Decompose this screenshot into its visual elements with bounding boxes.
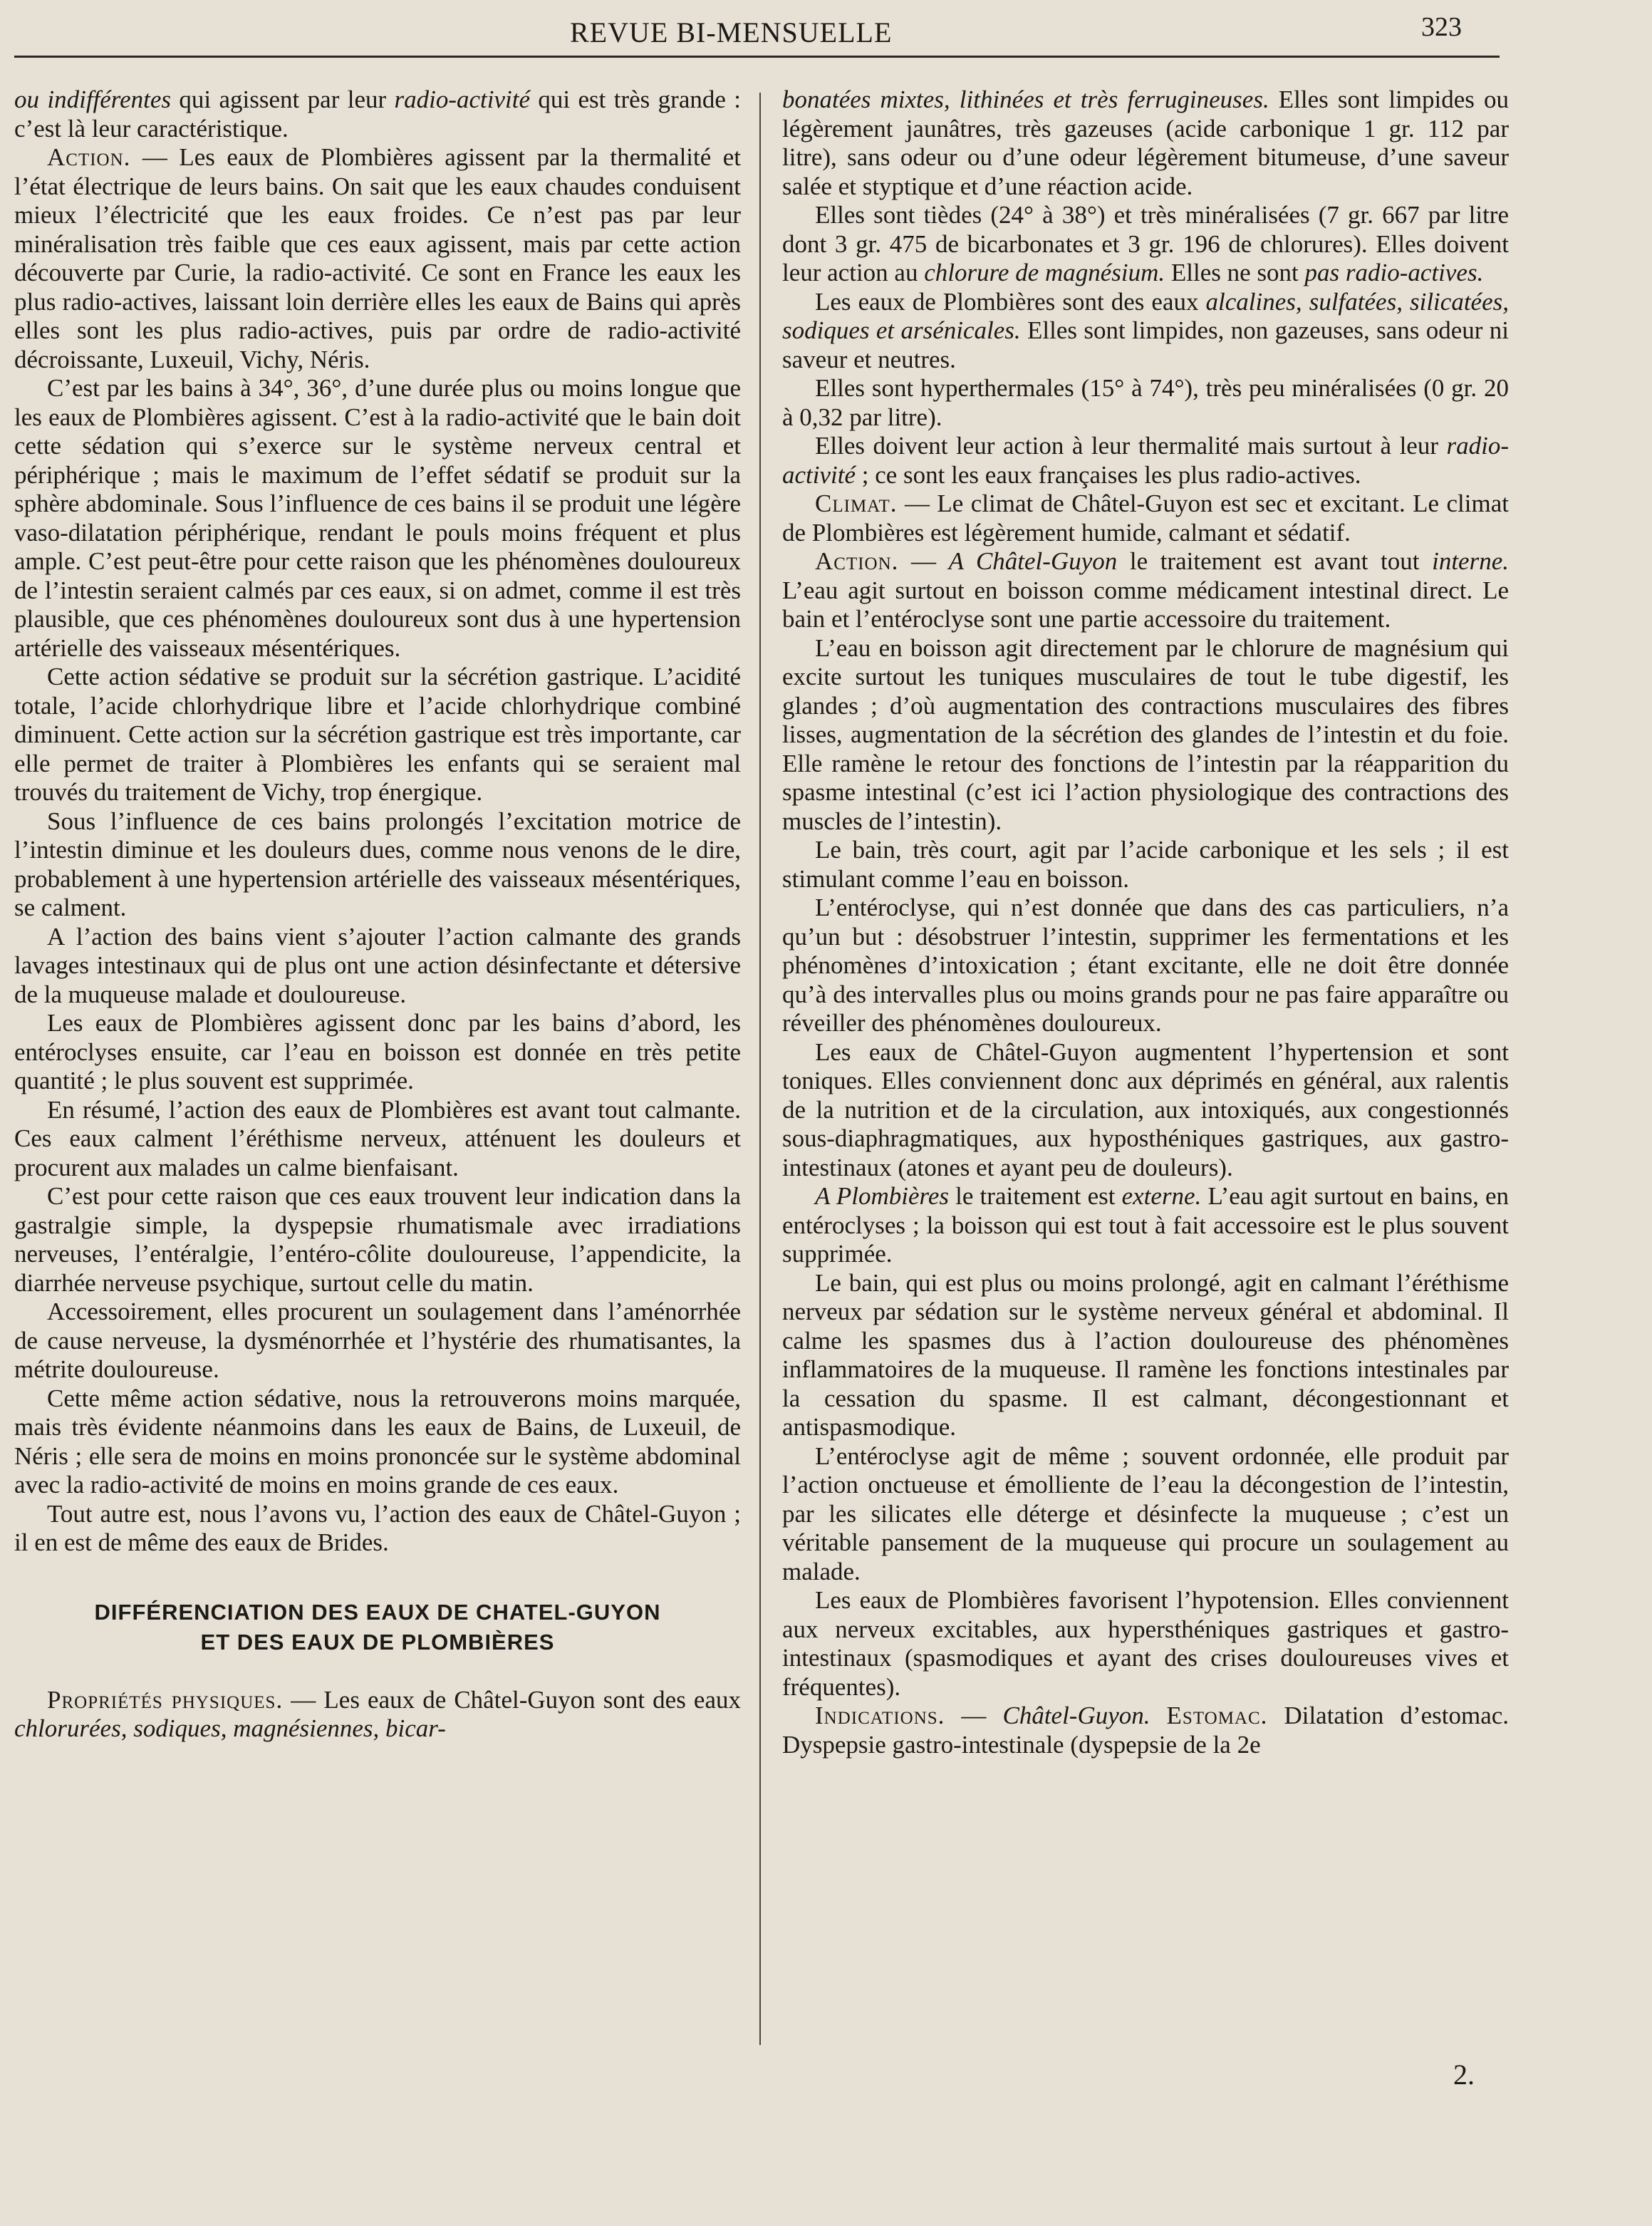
text-run: Elles doivent leur action à leur thermalité mais surtout à leur <box>815 432 1447 460</box>
paragraph: Les eaux de Châtel-Guyon augmentent l’hypertension et sont toniques. Elles conviennent donc aux déprimés en général, aux ralentis de la nutrition et de la circulation, aux intoxiqués, aux congestionnés sous-diaphragmatiques, aux hyposthéniques gastriques, aux gastro-intestinaux (atones et ayant peu de douleurs). <box>782 1037 1509 1181</box>
paragraph: Les eaux de Plombières favorisent l’hypotension. Elles conviennent aux nerveux excitables, aux hypersthéniques gastriques et gastro-intestinaux (spasmodiques et ayant des crises douloureuses vives et fréquentes). <box>782 1586 1509 1701</box>
run-in-heading: Action. <box>47 143 131 171</box>
paragraph <box>782 201 1509 288</box>
paragraph: En résumé, l’action des eaux de Plombières est avant tout calmante. Ces eaux calment l’éréthisme nerveux, atténuent les douleurs et procurent aux malades un calme bienfaisant. <box>14 1095 741 1181</box>
italic-term: alcalines, sulfatées, silicatées, sodiques et arsénicales. <box>782 287 1509 344</box>
italic-term: interne. <box>1432 547 1509 575</box>
text-run: — <box>898 547 949 575</box>
page-number: 323 <box>1421 12 1462 42</box>
text-run: ; ce sont les eaux françaises les plus radio-actives. <box>856 460 1361 489</box>
text-run: L’eau agit surtout en boisson comme médicament intestinal direct. Le bain et l’entéroclyse sont une partie accessoire du traitement. <box>782 576 1509 633</box>
running-title: REVUE BI-MENSUELLE <box>570 16 893 48</box>
section-heading-line: DIFFÉRENCIATION DES EAUX DE CHATEL-GUYON <box>94 1599 661 1625</box>
paragraph: Le bain, très court, agit par l’acide carbonique et les sels ; il est stimulant comme l’eau en boisson. <box>782 836 1509 893</box>
italic-term: radio-activité <box>782 432 1509 489</box>
paragraph-action <box>782 547 1509 634</box>
italic-term: A Châtel-Guyon <box>948 547 1118 575</box>
paragraph: L’entéroclyse agit de même ; souvent ordonnée, elle produit par l’action onctueuse et émolliente de l’eau la décongestion de l’intestin, par les silicates elle déterge et désinfecte la muqueuse ; c’est un véritable pansement de la muqueuse qui procure un soulagement au malade. <box>782 1441 1509 1585</box>
paragraph: Accessoirement, elles procurent un soulagement dans l’aménorrhée de cause nerveuse, la dysménorrhée et l’hystérie des rhumatisantes, la métrite douloureuse. <box>14 1298 741 1383</box>
paragraph: Sous l’influence de ces bains prolongés l’excitation motrice de l’intestin diminue et les douleurs dues, comme nous venons de le dire, probablement à une hypertension artérielle des vaisseaux mésentériques, se calment. <box>14 807 741 921</box>
paragraph: Le bain, qui est plus ou moins prolongé, agit en calmant l’éréthisme nerveux par sédation sur le système nerveux général et abdominal. Il calme les spasmes dus à l’action douloureuse des phénomènes inflammatoires de la muqueuse. Il ramène les fonctions intestinales par la cessation du spasme. Il est calmant, décongestionnant et antispasmodique. <box>782 1268 1509 1441</box>
paragraph <box>14 86 741 143</box>
italic-term: chlorurées, sodiques, magnésiennes, bicar- <box>14 1714 446 1742</box>
paragraph <box>782 432 1509 490</box>
section-heading-line: ET DES EAUX DE PLOMBIÈRES <box>200 1629 555 1655</box>
run-in-heading: Indications. <box>815 1702 945 1729</box>
right-column <box>782 86 1509 2109</box>
run-in-heading: Action. <box>815 547 899 575</box>
paragraph: L’eau en boisson agit directement par le chlorure de magnésium qui excite surtout les tuniques musculaires de tout le tube digestif, les glandes ; d’où augmentation des contractions musculaires des fibres lisses, augmentation de la sécrétion des glandes de l’intestin et du foie. Elle ramène le retour des fonctions de l’intestin par la réapparition du spasme intestinal (c’est ici l’action physiologique des contractions des muscles de l’intestin). <box>782 633 1509 835</box>
paragraph: Cette action sédative se produit sur la sécrétion gastrique. L’acidité totale, l’acide chlorhydrique libre et l’acide chlorhydrique combiné diminuent. Cette action sur la sécrétion gastrique est très importante, car elle permet de traiter à Plombières les enfants qui se seraient mal trouvés du traitement de Vichy, trop énergique. <box>14 663 741 806</box>
paragraph <box>782 1182 1509 1269</box>
left-column <box>14 86 741 2109</box>
paragraph-action <box>14 143 741 374</box>
text-run: — Les eaux de Châtel-Guyon sont des eaux <box>283 1685 741 1714</box>
text-run: qui agissent par leur <box>171 86 395 113</box>
paragraph: Tout autre est, nous l’avons vu, l’action des eaux de Châtel-Guyon ; il en est de même des eaux de Brides. <box>14 1499 741 1556</box>
paragraph: C’est par les bains à 34°, 36°, d’une durée plus ou moins longue que les eaux de Plombières agissent. C’est à la radio-activité que le bain doit cette sédation qui s’exerce sur le système nerveux central et périphérique ; mais le maximum de l’effet sédatif se produit sur la sphère abdominale. Sous l’influence de ces bains il se produit une légère vaso-dilatation périphérique, rendant le pouls moins fréquent et plus ample. C’est peut-être pour cette raison que les phénomènes douloureux de l’intestin seraient calmés par ces eaux, si on admet, comme il est très plausible, que ces phénomènes douloureux sont dus à une hypertension artérielle des vaisseaux mésentériques. <box>14 374 741 662</box>
text-run: — Le climat de Châtel-Guyon est sec et excitant. Le climat de Plombières est légèrement humide, calmant et sédatif. <box>782 490 1509 547</box>
italic-term: chlorure de magnésium. <box>924 259 1165 286</box>
run-in-heading: Estomac. <box>1166 1702 1268 1729</box>
signature-mark: 2. <box>1453 2059 1475 2091</box>
column-divider <box>759 93 761 2045</box>
text-run: L’eau agit surtout en bains, en entéroclyses ; la boisson qui est tout à fait accessoire est le plus souvent supprimée. <box>782 1182 1509 1268</box>
section-heading <box>14 1598 741 1657</box>
text-run: le traitement est <box>949 1182 1122 1210</box>
italic-term: bonatées mixtes, lithinées et très ferrugineuses. <box>782 86 1269 113</box>
text-run: Les eaux de Plombières sont des eaux <box>815 287 1206 316</box>
paragraph: Cette même action sédative, nous la retrouverons moins marquée, mais très évidente néanmoins dans les eaux de Bains, de Luxeuil, de Néris ; elle sera de moins en moins prononcée sur le système abdominal avec la radio-activité de moins en moins grande de ces eaux. <box>14 1384 741 1498</box>
paragraph: C’est pour cette raison que ces eaux trouvent leur indication dans la gastralgie simple, la dyspepsie rhumatismale avec irradiations nerveuses, l’entéralgie, l’entéro-côlite douloureuse, l’appendicite, la diarrhée nerveuse psychique, surtout celle du matin. <box>14 1182 741 1297</box>
paragraph: Les eaux de Plombières agissent donc par les bains d’abord, les entéroclyses ensuite, car l’eau en boisson est donnée en très petite quantité ; le plus souvent est supprimée. <box>14 1009 741 1094</box>
italic-term: Châtel-Guyon. <box>1002 1702 1150 1729</box>
text-run: qui est très grande : c’est là leur caractéristique. <box>14 86 741 143</box>
running-head <box>0 12 1652 51</box>
italic-term: radio-activité <box>394 86 531 113</box>
paragraph: A l’action des bains vient s’ajouter l’action calmante des grands lavages intestinaux qui de plus ont une action désinfectante et détersive de la muqueuse malade et douloureuse. <box>14 922 741 1008</box>
italic-term: A Plombières <box>815 1182 950 1210</box>
text-run: Dilatation d’estomac. Dyspepsie gastro-intestinale (dyspepsie de la 2e <box>782 1702 1509 1759</box>
header-rule <box>14 56 1500 58</box>
run-in-heading: Propriétés physiques. <box>47 1685 284 1714</box>
text-run: Elles sont tièdes (24° à 38°) et très minéralisées (7 gr. 667 par litre dont 3 gr. 475 de bicarbonates et 3 gr. 196 de chlorures). Elles doivent leur action au <box>782 201 1509 286</box>
paragraph: Elles sont hyperthermales (15° à 74°), très peu minéralisées (0 gr. 20 à 0,32 par litre). <box>782 374 1509 431</box>
paragraph <box>782 288 1509 375</box>
text-run: Elles sont limpides, non gazeuses, sans odeur ni saveur et neutres. <box>782 316 1509 373</box>
paragraph <box>782 86 1509 201</box>
text-run: Elles ne sont <box>1165 259 1305 286</box>
italic-term: ou indifférentes <box>14 86 172 113</box>
paragraph: L’entéroclyse, qui n’est donnée que dans des cas particuliers, n’a qu’un but : désobstruer l’intestin, supprimer les fermentations et les phénomènes d’intoxication ; étant excitante, elle ne doit être donnée qu’à des intervalles plus ou moins grands pour ne pas faire apparaître ou réveiller des phénomènes douloureux. <box>782 894 1509 1037</box>
text-run: — <box>945 1702 1003 1729</box>
paragraph-indications <box>782 1702 1509 1759</box>
italic-term: externe. <box>1121 1182 1202 1210</box>
text-run: le traitement est avant tout <box>1117 547 1433 575</box>
text-run: — Les eaux de Plombières agissent par la thermalité et l’état électrique de leurs bains. On sait que les eaux chaudes conduisent mieux l’électricité que les eaux froides. Ce n’est pas par leur minéralisation très faible que ces eaux agissent, mais par cette action découverte par Curie, la radio-activité. Ce sont en France les eaux les plus radio-actives, laissant loin derrière elles les eaux de Bains qui après elles sont les plus radio-actives, puis par ordre de radio-activité décroissante, Luxeuil, Vichy, Néris. <box>14 143 741 373</box>
text-run: Elles sont limpides ou légèrement jaunâtres, très gazeuses (acide carbonique 1 gr. 112 par litre), sans odeur ou d’une odeur légèrement bitumeuse, d’une saveur salée et styptique et d’une réaction acide. <box>782 86 1509 200</box>
run-in-heading: Climat. <box>815 490 898 517</box>
paragraph-climat <box>782 490 1509 547</box>
italic-term: pas radio-actives. <box>1304 259 1484 286</box>
paragraph-properties <box>14 1686 741 1744</box>
text-run <box>1150 1702 1167 1729</box>
